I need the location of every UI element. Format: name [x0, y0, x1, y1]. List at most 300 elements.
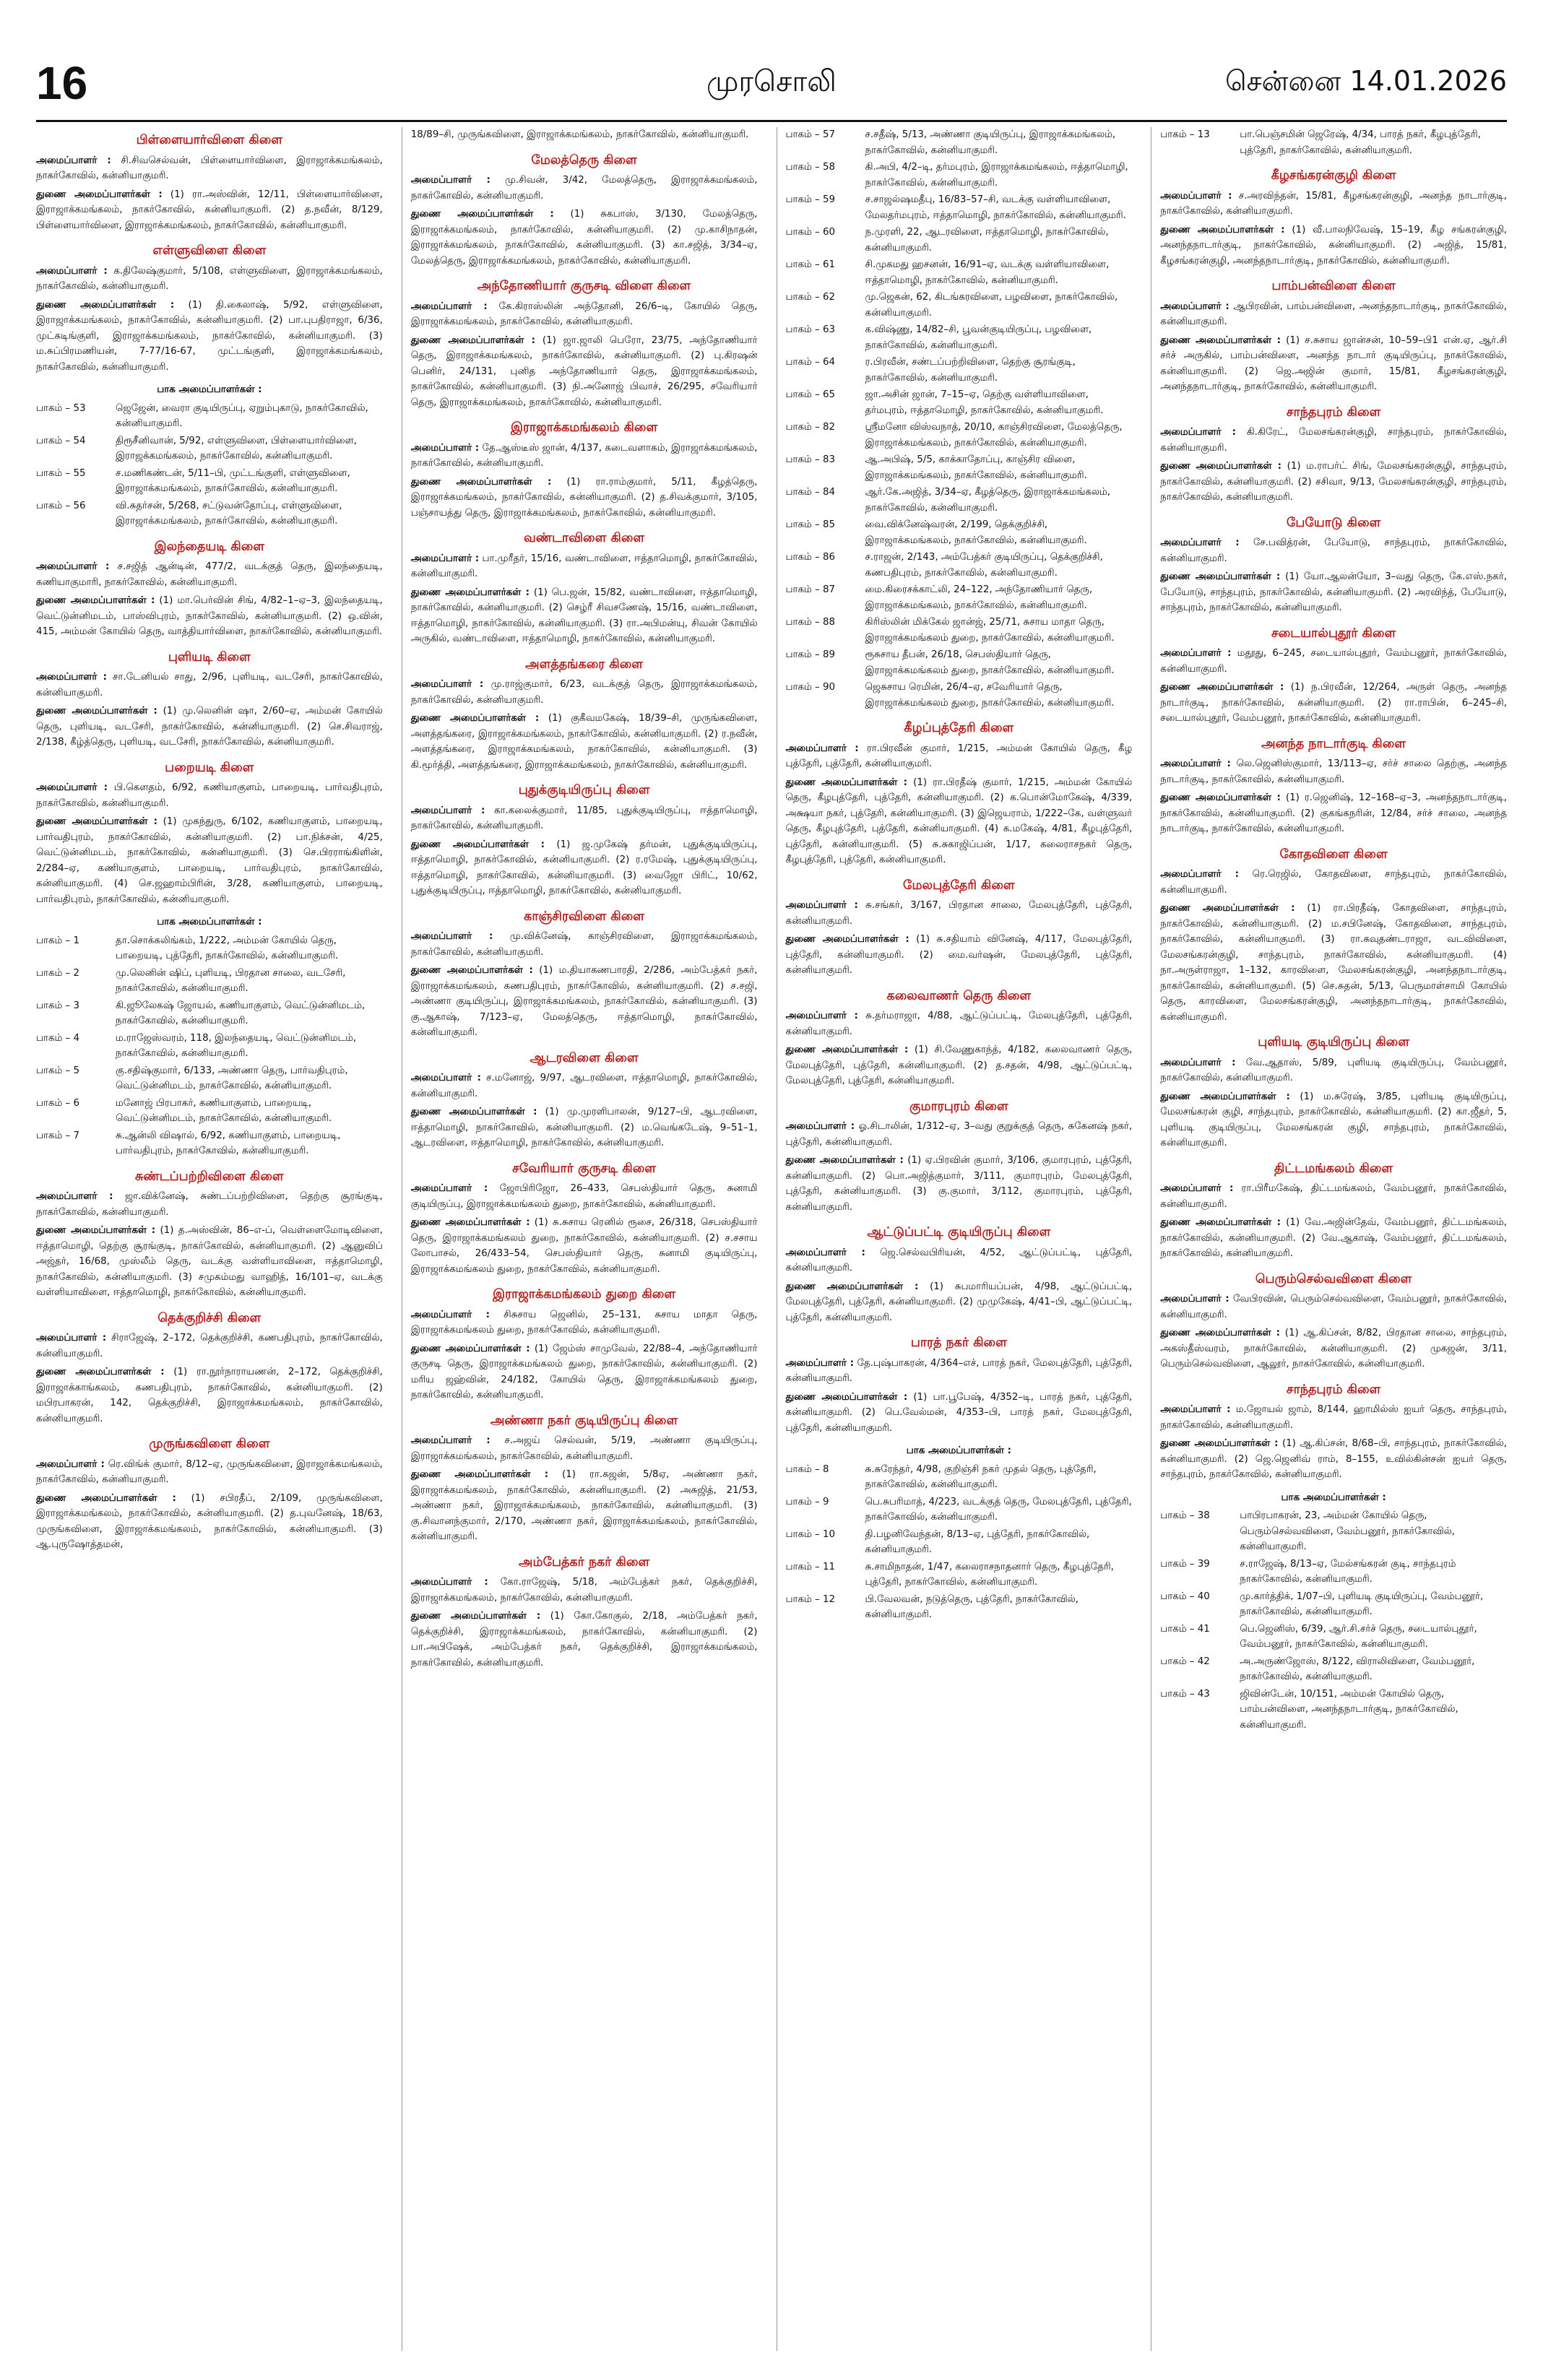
ward-row	[786, 550, 1133, 581]
organizer-paragraph	[1160, 646, 1507, 677]
deputy-paragraph	[1160, 1215, 1507, 1262]
ward-number: பாகம் – 65	[785, 389, 836, 400]
ward-number: பாகம் – 2	[36, 967, 80, 979]
ward-number: பாகம் – 82	[785, 422, 836, 433]
organizer-label: அமைப்பாளர் :	[410, 1183, 488, 1194]
branch-title: அளத்தங்கரை கிளை	[525, 657, 644, 672]
ward-number: பாகம் – 56	[36, 500, 86, 511]
branch-block	[36, 540, 383, 640]
organizer-text: ரா.பிரீமகேஷ், திட்டமங்கலம், வேம்பனூர், நாகர்கோவில், கன்னியாகுமரி.	[1160, 1183, 1507, 1210]
organizer-text: சே.பவித்ரன், பேயோடு, சாந்தபுரம், நாகர்கோவில், கன்னியாகுமரி.	[1160, 537, 1507, 564]
ward-row	[36, 466, 383, 497]
branch-block	[1160, 1035, 1507, 1151]
ward-organizer: கி.அபி, 4/2–டி, தர்மபுரம், இராஜாக்கமங்கலம், ஈத்தாமொழி, நாகர்கோவில், கன்னியாகுமரி.	[865, 162, 1128, 189]
organizer-text: தே.புஷ்பாகரன், 4/364–எச், பாரத் நகர், மேலபுத்தேரி, புத்தேரி, கன்னியாகுமரி.	[785, 1357, 1133, 1384]
branch-title: தெக்குறிச்சி கிளை	[157, 1310, 262, 1325]
deputy-paragraph	[1160, 569, 1507, 616]
organizer-text: கி.கிரேட், மேலசங்கரன்குழி, சாந்தபுரம், நாகர்கோவில், கன்னியாகுமரி.	[1160, 427, 1507, 454]
deputy-text: (1) சுபமாரியப்பன், 4/98, ஆட்டுப்பட்டி, மேலபுத்தேரி, புத்தேரி, கன்னியாகுமரி. (2) முமுகேஷ், 4/41–பி, ஆட்டுப்பட்டி, புத்தேரி, கன்னியாகுமரி.	[785, 1281, 1133, 1323]
branch-block	[1160, 626, 1507, 727]
branch-title: எள்ளுவிளை கிளை	[152, 243, 267, 258]
deputy-label: துணை அமைப்பாளர்கள் :	[1160, 1091, 1290, 1102]
organizer-label: அமைப்பாளர் :	[36, 1458, 105, 1470]
branch-block	[786, 989, 1133, 1089]
deputy-text: (1) சு.சதியாம் வினேஷ், 4/117, மேலபுத்தேரி, புத்தேரி, கன்னியாகுமரி. (2) மை.வர்ஷன், மேலபுத்தேரி, புத்தேரி, கன்னியாகுமரி.	[785, 934, 1133, 976]
organizer-label: அமைப்பாளர் :	[410, 805, 485, 816]
deputy-paragraph	[1160, 222, 1507, 269]
organizer-paragraph	[786, 1119, 1133, 1150]
deputy-label: துணை அமைப்பாளர்கள் :	[785, 1281, 919, 1292]
ward-number: பாகம் – 41	[1160, 1623, 1210, 1635]
ward-row	[1160, 1589, 1507, 1620]
organizer-paragraph	[1160, 1181, 1507, 1212]
organizer-label: அமைப்பாளர் :	[1160, 1183, 1234, 1194]
organizer-paragraph	[411, 441, 758, 472]
deputy-label: துணை அமைப்பாளர்கள் :	[36, 595, 155, 606]
deputy-label: துணை அமைப்பாளர்கள் :	[410, 334, 535, 346]
organizer-label: அமைப்பாளர் :	[36, 561, 110, 572]
deputy-text: (1) த.அஸ்வின், 86–எ-ப், வெள்ளைமோடிவிளை, ஈத்தாமொழி, தெற்கு சூரங்குடி, நாகர்கோவில், கன்னியாகுமரி. (2) ஆனுவிப் அஜ்தர், 16/68, முஸ்லீம் தெரு, வடக்கு வள்ளியாவிளை, ஈத்தாமொழி, நாகர்கோவில், கன்னியாகுமரி. (3) சமுகம்மது வாஹித், 16/101–ஏ, வடக்கு வள்ளியாவிளை, ஈத்தாமொழி, நாகர்கோவில், கன்னியாகுமரி.	[36, 1225, 383, 1298]
organizer-text: மு.விக்னேஷ், காஞ்சிரவிளை, இராஜாக்கமங்கலம், நாகர்கோவில், கன்னியாகுமரி.	[410, 931, 758, 958]
deputy-paragraph	[411, 1341, 758, 1403]
ward-row	[1160, 127, 1507, 158]
branch-block	[1160, 1272, 1507, 1372]
branch-title: சுண்டப்பற்றிவிளை கிளை	[135, 1169, 284, 1184]
organizer-paragraph	[1160, 756, 1507, 787]
ward-organizer: திரூசீனிவான், 5/92, எள்ளுவிளை, பிள்ளையார்விளை, இராஜக்கமங்கலம், நாகர்கோவில், கன்னியாகுமரி.	[116, 435, 357, 462]
dateline: சென்னை 14.01.2026	[1225, 65, 1507, 97]
ward-row	[786, 1592, 1133, 1623]
ward-organizers-heading: பாக அமைப்பாளர்கள் :	[157, 917, 262, 927]
deputy-text: (1) ம.தியாகணபாரதி, 2/286, அம்பேத்கர் நகர், இராஜாக்கமங்கலம், கணபதிபுரம், நாகர்கோவில், கன்னியாகுமரி. (2) ச.சஜி, அண்ணா குடியிருப்பு, இராஜாக்கமங்கலம், நாகர்கோவில், கன்னியாகுமரி. (3) கு.ஆகாஷ், 7/123–ஏ, மேலத்தெரு, ஈத்தாமொழி, நாகர்கோவில், கன்னியாகுமரி.	[410, 965, 758, 1038]
ward-organizer: ஜிவின்டேன், 10/151, அம்மன் கோயில் தெரு, பாம்பன்விளை, அனந்தநாடார்குடி, நாகர்கோவில், கன்னியாகுமரி.	[1240, 1688, 1458, 1731]
organizer-paragraph	[36, 1330, 383, 1362]
ward-number: பாகம் – 63	[785, 324, 836, 335]
ward-row	[36, 1096, 383, 1127]
branch-block	[786, 1225, 1133, 1325]
deputy-label: துணை அமைப்பாளர்கள் :	[410, 587, 530, 598]
ward-organizers-heading: பாக அமைப்பாளர்கள் :	[157, 384, 262, 395]
deputy-label: துணை அமைப்பாளர்கள் :	[410, 209, 554, 220]
branch-title: முருங்கவிளை கிளை	[149, 1437, 270, 1451]
deputy-text: (1) ம.ராபர்ட் சிங், மேலசங்கரன்குழி, சாந்தபுரம், நாகர்கோவில், கன்னியாகுமரி. (2) சசிவா, 9/13, மேலசங்கரன்குழி, சாந்தபுரம், நாகர்கோவில், கன்னியாகுமரி.	[1160, 461, 1507, 503]
organizer-label: அமைப்பாளர் :	[410, 931, 493, 942]
ward-organizer: பி.வேலவன், நடுத்தெரு, புத்தேரி, நாகர்கோவில், கன்னியாகுமரி.	[865, 1593, 1079, 1620]
ward-row	[786, 1462, 1133, 1493]
ward-organizer: பெ.ஜெனிஸ், 6/39, ஆர்.சி.சர்ச் தெரு, சடையால்புதூர், வேம்பனூர், நாகர்கோவில், கன்னியாகுமரி.	[1240, 1623, 1477, 1650]
deputy-label: துணை அமைப்பாளர்கள் :	[1160, 1328, 1281, 1338]
ward-organizer: கிரிஸ்லின் மிக்கேல் ஜான்ஜ், 25/71, சுசாய மாதா தெரு, இராஜாக்கமங்கலம் துறை, நாகர்கோவில், கன்னியாகுமரி.	[865, 617, 1115, 644]
deputy-label: துணை அமைப்பாளர்கள் :	[36, 299, 175, 311]
ward-organizers-heading: பாக அமைப்பாளர்கள் :	[1281, 1492, 1386, 1503]
organizer-text: வே.ஆதாஸ், 5/89, புளியடி குடியிருப்பு, வேம்பனூர், நாகர்கோவில், கன்னியாகுமரி.	[1160, 1057, 1507, 1083]
branch-block	[1160, 168, 1507, 269]
branch-block	[411, 1051, 758, 1151]
organizer-text: சு.தர்மராஜா, 4/88, ஆட்டுப்பட்டி, மேலபுத்தேரி, புத்தேரி, கன்னியாகுமரி.	[785, 1011, 1133, 1037]
organizer-label: அமைப்பாளர் :	[1160, 427, 1237, 438]
organizer-label: அமைப்பாளர் :	[410, 679, 484, 690]
ward-row	[1160, 1557, 1507, 1588]
ward-row	[786, 452, 1133, 483]
deputy-paragraph	[36, 1223, 383, 1301]
ward-number: பாகம் – 86	[785, 552, 836, 563]
branch-title: புதுக்குடியிருப்பு கிளை	[518, 783, 650, 797]
organizer-paragraph	[1160, 299, 1507, 330]
branch-block	[411, 1555, 758, 1671]
branch-title: அம்பேத்கர் நகர் கிளை	[519, 1554, 650, 1570]
deputy-text: (1) பா.பூபேஷ், 4/352–டி, பாரத் நகர், புத்தேரி, கன்னியாகுமரி. (2) பெ.வேல்மன், 4/353–பி, பாரத் நகர், மேலபுத்தேரி, புத்தேரி, கன்னியாகுமரி.	[785, 1391, 1133, 1434]
organizer-text: ச.அஜய் செல்வன், 5/19, அண்ணா குடியிருப்பு, இராஜாக்கமங்கலம், நாகர்கோவில், கன்னியாகுமரி.	[410, 1435, 758, 1462]
branch-title: ஆட்டுப்பட்டி குடியிருப்பு கிளை	[867, 1225, 1051, 1239]
ward-number: பாகம் – 61	[785, 259, 836, 270]
organizer-text: மதூது, 6–245, சடையால்புதூர், வேம்பனூர், நாகர்கோவில், கன்னியாகுமரி.	[1160, 648, 1507, 675]
deputy-paragraph	[411, 127, 758, 143]
ward-organizer: ச.ராஜேஷ், 8/13–ஏ, மேல்சங்கரன் குடி, சாந்தபுரம் நாகர்கோவில், கன்னியாகுமரி.	[1240, 1558, 1456, 1585]
ward-organizer: கு.சதிஷ்குமார், 6/133, அண்ணா தெரு, பார்வதிபுரம், வெட்டுன்னிமடம், நாகர்கோவில், கன்னியாகுமரி.	[116, 1065, 348, 1091]
branch-block	[36, 1311, 383, 1427]
deputy-paragraph	[411, 711, 758, 773]
branch-title: புளியடி குடியிருப்பு கிளை	[1258, 1035, 1410, 1050]
organizer-text: ச.சஜித் ஆன்டின், 477/2, வடக்குத் தெரு, இலந்தையடி, கணியாகுமாரி, நாகர்கோவில், கன்னியாகுமரி.	[36, 561, 383, 588]
deputy-paragraph	[411, 475, 758, 522]
organizer-text: ஜெ.செல்வபிரியன், 4/52, ஆட்டுப்பட்டி, புத்தேரி, கன்னியாகுமரி.	[785, 1247, 1133, 1273]
organizer-label: அமைப்பாளர் :	[410, 553, 480, 564]
branch-block	[411, 909, 758, 1041]
ward-organizer: ந.முரளி, 22, ஆடரவிளை, ஈத்தாமொழி, நாகர்கோவில், கன்னியாகுமரி.	[865, 227, 1109, 254]
ward-number: பாகம் – 7	[36, 1130, 80, 1141]
branch-block	[1160, 405, 1507, 506]
ward-row	[786, 1527, 1133, 1558]
deputy-label: துணை அமைப்பாளர்கள் :	[1160, 1438, 1279, 1449]
ward-row	[786, 192, 1133, 223]
organizer-text: ஜா.விக்னேஷ், சுண்டப்பற்றிவிளை, தெற்கு சூரங்குடி, நாகர்கோவில், கன்னியாகுமரி.	[36, 1191, 383, 1218]
ward-number: பாகம் – 83	[785, 454, 836, 465]
organizer-text: ச.அரவிந்தன், 15/81, கீழசங்கரன்குழி, அனந்த நாடார்குடி, நாகர்கோவில், கன்னியாகுமரி.	[1160, 190, 1507, 217]
deputy-paragraph	[36, 298, 383, 376]
organizer-label: அமைப்பாளர் :	[36, 1191, 113, 1202]
ward-row	[36, 433, 383, 464]
ward-row	[1160, 1654, 1507, 1685]
ward-number: பாகம் – 38	[1160, 1510, 1210, 1521]
branch-block	[1160, 1161, 1507, 1262]
ward-number: பாகம் – 85	[785, 519, 836, 530]
organizer-text: சிராஜேஷ், 2–172, தெக்குறிச்சி, கணபதிபுரம், நாகர்கோவில், கன்னியாகுமரி.	[36, 1333, 383, 1359]
organizer-label: அமைப்பாளர் :	[36, 155, 111, 166]
ward-organizer: ர.பிரவீன், சண்டப்பற்றிவிளை, தெற்கு சூரங்குடி, நாகர்கோவில், கன்னியாகுமரி.	[865, 357, 1076, 384]
deputy-paragraph	[411, 207, 758, 269]
branch-title: அனந்த நாடார்குடி கிளை	[1261, 736, 1406, 751]
organizer-paragraph	[411, 1181, 758, 1212]
organizer-text: மு.ராஜ்குமார், 6/23, வடக்குத் தெரு, இராஜாக்கமங்கலம், நாகர்கோவில், கன்னியாகுமரி.	[410, 679, 758, 706]
organizer-label: அமைப்பாளர் :	[410, 442, 480, 454]
ward-row	[786, 615, 1133, 646]
deputy-paragraph	[411, 333, 758, 411]
organizer-label: அமைப்பாளர் :	[1160, 1404, 1231, 1415]
deputy-text: (1) ரா.அஸ்வின், 12/11, பிள்ளையார்விளை, இராஜாக்கமங்கலம், நாகர்கோவில், கன்னியாகுமரி. (2) த.நவீன், 8/129, பிள்ளையார்விளை, இராஜாக்கமங்கலம், நாகர்கோவில், கன்னியாகுமரி.	[36, 189, 383, 231]
newspaper-name: முரசொலி	[706, 64, 837, 98]
ward-row	[786, 647, 1133, 678]
ward-organizer: சு.சுரேந்தர், 4/98, குறிஞ்சி நகர் முதல் தெரு, புத்தேரி, நாகர்கோவில், கன்னியாகுமரி.	[865, 1463, 1097, 1490]
ward-number: பாகம் – 8	[785, 1463, 829, 1475]
ward-organizers-heading: பாக அமைப்பாளர்கள் :	[906, 1445, 1011, 1456]
deputy-label: துணை அமைப்பாளர்கள் :	[36, 706, 157, 717]
organizer-paragraph	[411, 677, 758, 708]
ward-organizer: பா.பெஞ்சமின் ஜெரேஷ், 4/34, பாரத் நகர், கீழபுத்தேரி, புத்தேரி, நாகர்கோவில், கன்னியாகுமரி.	[1240, 129, 1481, 156]
branch-title: சாந்தபுரம் கிளை	[1286, 1382, 1381, 1397]
organizer-paragraph	[36, 264, 383, 295]
ward-number: பாகம் – 89	[785, 649, 836, 660]
page-number: 16	[36, 57, 88, 109]
ward-organizer: மு.லெனின் ஷிப், புளியடி, பிரதான சாலை, வடசேரி, நாகர்கோவில், கன்னியாகுமரி.	[116, 967, 346, 994]
ward-row	[36, 998, 383, 1029]
organizer-label: அமைப்பாளர் :	[785, 900, 858, 911]
deputy-text: (1) மா.பெர்வின் சிங், 4/82–1–ஏ–3, இலந்தையடி, வெட்டுன்னிமடம், பாஸ்விபுரம், நாகர்கோவில், கன்னியாகுமரி. (2) ஒ.வின், 415, அம்மன் கோயில் தெரு, வாத்தியார்விளை, நாகர்கோவில், கன்னியாகுமரி.	[36, 595, 383, 637]
deputy-paragraph	[1160, 790, 1507, 837]
branch-title: அந்தோணியார் குருசடி விளை கிளை	[477, 279, 691, 293]
deputy-label: துணை அமைப்பாளர்கள் :	[410, 713, 540, 724]
deputy-text: (1) சுகபாஸ், 3/130, மேலத்தெரு, இராஜாக்கமங்கலம், நாகர்கோவில், கன்னியாகுமரி. (2) மு.காசிநாதன், இராஜாக்கமங்கலம், நாகர்கோவில், கன்னியாகுமரி. (3) கா.சஜித், 3/34–ஏ, மேலத்தெரு, இராஜாக்கமங்கலம், நாகர்கோவில், கன்னியாகுமரி.	[410, 209, 758, 267]
deputy-paragraph	[36, 187, 383, 234]
ward-number: பாகம் – 1	[36, 935, 80, 946]
branch-block	[36, 1169, 383, 1301]
deputy-paragraph	[36, 1364, 383, 1427]
deputy-text: (1) வே.அஜின்தேவ், வேம்பனூர், திட்டமங்கலம், நாகர்கோவில், கன்னியாகுமரி. (2) வே.ஆகாஷ், வேம்பனூர், திட்டமங்கலம், நாகர்கோவில், கன்னியாகுமரி.	[1160, 1217, 1507, 1259]
deputy-paragraph	[36, 593, 383, 640]
organizer-paragraph	[411, 173, 758, 204]
deputy-label: துணை அமைப்பாளர்கள் :	[785, 1391, 908, 1403]
deputy-paragraph	[411, 837, 758, 899]
organizer-paragraph	[36, 780, 383, 811]
deputy-label: துணை அமைப்பாளர்கள் :	[785, 1155, 904, 1166]
deputy-paragraph	[1160, 680, 1507, 727]
organizer-text: ரெ.ரெஜில், கோதவிளை, சாந்தபுரம், நாகர்கோவில், கன்னியாகுமரி.	[1160, 869, 1507, 896]
organizer-text: பி.கௌதம், 6/92, கணியாகுளம், பாறையடி, பார்வதிபுரம், நாகர்கோவில், கன்னியாகுமரி.	[36, 782, 383, 809]
ward-organizer: பெ.சுபரிமாத், 4/223, வடக்குத் தெரு, மேலபுத்தேரி, புத்தேரி, நாகர்கோவில், கன்னியாகுமரி.	[865, 1496, 1132, 1523]
organizer-label: அமைப்பாளர் :	[785, 743, 859, 754]
organizer-paragraph	[1160, 1402, 1507, 1433]
ward-row	[1160, 1508, 1507, 1555]
organizer-label: அமைப்பாளர் :	[1160, 537, 1240, 548]
organizer-paragraph	[411, 299, 758, 330]
branch-block	[36, 243, 383, 529]
ward-row	[36, 966, 383, 997]
deputy-text: 18/89–சி, முருங்கவிளை, இராஜாக்கமங்கலம், நாகர்கோவில், கன்னியாகுமரி.	[410, 129, 749, 140]
branch-title: மேலபுத்தேரி கிளை	[903, 878, 1015, 893]
deputy-text: (1) குகீவமகேஷ், 18/39–சி, முருங்கவிளை, அளத்தங்கரை, இராஜாக்கமங்கலம், நாகர்கோவில், கன்னியாகுமரி. (2) ர.நவீன், அளத்தங்கரை, இராஜாக்கமங்கலம், நாகர்கோவில், கன்னியாகுமரி. (3) கி.மூர்த்தி, அளத்தங்கரை, இராஜாக்கமங்கலம், நாகர்கோவில், கன்னியாகுமரி.	[410, 713, 758, 771]
ward-organizer: ச.ராஜன், 2/143, அம்பேத்கர் குடியிருப்பு, தெக்குறிச்சி, கணபதிபுரம், நாகர்கோவில், கன்னியாகுமரி.	[865, 552, 1103, 579]
organizer-text: தே.ஆஸ்டீஸ் ஜான், 4/137, கடைவளாகம், இராஜாக்கமங்கலம், நாகர்கோவில், கன்னியாகுமரி.	[410, 442, 758, 469]
branch-title: பெரும்செல்வவிளை கிளை	[1255, 1271, 1412, 1286]
branch-block	[786, 127, 1133, 711]
header-rule	[36, 120, 1507, 122]
ward-organizer: மு.கார்த்திக், 1/07–பி, புளியடி குடியிருப்பு, வேம்பனூர், நாகர்கோவில், கன்னியாகுமரி.	[1240, 1591, 1484, 1617]
organizer-paragraph	[786, 741, 1133, 772]
organizer-text: கே.கிராஸ்லின் அந்தோனி, 26/6–டி, கோயில் தெரு, இராஜாக்கமங்கலம், நாகர்கோவில், கன்னியாகுமரி.	[410, 300, 758, 327]
branch-title: திட்டமங்கலம் கிளை	[1274, 1161, 1393, 1176]
ward-organizer: ம.ராஜேஸ்வரம், 118, இலந்தையடி, வெட்டுன்னிமடம், நாகர்கோவில், கன்னியாகுமரி.	[116, 1032, 357, 1059]
organizer-text: ஓ.சிடாலின், 1/312–ஏ, 3–வது குறுக்குத் தெரு, சுகேனஷ் நகர், புத்தேரி, கன்னியாகுமரி.	[785, 1121, 1133, 1148]
organizer-paragraph	[1160, 1055, 1507, 1086]
organizer-paragraph	[1160, 1291, 1507, 1323]
deputy-label: துணை அமைப்பாளர்கள் :	[1160, 792, 1281, 803]
branch-block	[786, 1099, 1133, 1216]
deputy-text: (1) ந.பிரவீன், 12/264, அருள் தெரு, அனந்த நாடார்குடி, நாகர்கோவில், கன்னியாகுமரி. (2) ரா.ராபின், 6–245–சி, சடையால்புதூர், வேம்பனூர், நாகர்கோவில், கன்னியாகுமரி.	[1160, 682, 1507, 724]
branch-title: கீழப்புத்தேரி கிளை	[904, 721, 1014, 735]
organizer-paragraph	[36, 1189, 383, 1220]
ward-organizer: வை.விக்னேஷ்வரன், 2/199, தெக்குறிச்சி, இராஜாக்கமங்கலம், நாகர்கோவில், கன்னியாகுமரி.	[865, 519, 1087, 546]
branch-title: இராஜாக்கமங்கலம் கிளை	[510, 420, 658, 435]
branch-block	[36, 1437, 383, 1553]
organizer-paragraph	[786, 1356, 1133, 1387]
ward-number: பாகம் – 58	[785, 162, 836, 173]
branch-block	[411, 127, 758, 143]
ward-organizer: ரூசுசாய தீபன், 26/18, செபஸ்தியார் தெரு, இராஜாக்கமங்கலம் துறை, நாகர்கோவில், கன்னியாகுமரி.	[865, 649, 1115, 676]
ward-number: பாகம் – 11	[785, 1561, 836, 1572]
branch-title: இலந்தையடி கிளை	[154, 539, 265, 554]
branch-title: ஆடரவிளை கிளை	[530, 1050, 639, 1065]
deputy-label: துணை அமைப்பாளர்கள் :	[410, 965, 533, 976]
ward-row	[786, 680, 1133, 711]
branch-block	[36, 133, 383, 233]
ward-number: பாகம் – 43	[1160, 1688, 1210, 1700]
deputy-label: துணை அமைப்பாளர்கள் :	[36, 189, 163, 200]
deputy-paragraph	[786, 775, 1133, 868]
ward-number: பாகம் – 64	[785, 357, 836, 368]
organizer-text: ஆபிரவின், பாம்பன்விளை, அனந்தநாடார்குடி, நாகர்கோவில், கன்னியாகுமரி.	[1160, 300, 1507, 327]
branch-title: பாரத் நகர் கிளை	[910, 1336, 1007, 1350]
deputy-paragraph	[1160, 1089, 1507, 1151]
deputy-label: துணை அமைப்பாளர்கள் :	[410, 476, 552, 488]
deputy-paragraph	[1160, 901, 1507, 1025]
organizer-label: அமைப்பாளர் :	[1160, 1294, 1229, 1304]
organizer-text: லெ.ஜெனிஸ்குமார், 13/113–ஏ, சர்ச் சாலை தெற்கு, அனந்த நாடார்குடி, நாகர்கோவில், கன்னியாகுமரி.	[1160, 758, 1507, 785]
branch-title: மேலத்தெரு கிளை	[531, 152, 637, 168]
branch-block	[1160, 127, 1507, 158]
deputy-label: துணை அமைப்பாளர்கள் :	[36, 1367, 165, 1377]
ward-row	[36, 1128, 383, 1159]
ward-number: பாகம் – 60	[785, 227, 836, 238]
deputy-paragraph	[411, 963, 758, 1041]
branch-block	[411, 657, 758, 774]
ward-number: பாகம் – 59	[785, 194, 836, 205]
deputy-text: (1) ரா.கஜன், 5/8ஏ, அண்ணா நகர், இராஜாக்கமங்கலம், நாகர்கோவில், கன்னியாகுமரி. (2) அசுஜித், 21/53, அண்ணா நகர், இராஜாக்கமங்கலம், நாகர்கோவில், கன்னியாகுமரி. (3) கு.சிவானந்குமார், 2/170, அண்ணா நகர், இராஜாக்கமங்கலம், நாகர்கோவில், கன்னியாகுமரி.	[410, 1469, 758, 1542]
organizer-paragraph	[786, 1245, 1133, 1276]
deputy-text: (1) ஜா.ஜாலி பெரோ, 23/75, அந்தோணியார் தெரு, இராஜாக்கமங்கலம், நாகர்கோவில், கன்னியாகுமரி. (2) பு.கிரஷன் பெனிர், 24/131, புனித அந்தோணியார் தெரு, இராஜாக்கமங்கலம், நாகர்கோவில், கன்னியாகுமரி. (3) நி.அனோஜ் பிவாச், 26/295, சவேரியார் தெரு, இராஜாக்கமங்கலம், நாகர்கோவில், கன்னியாகுமரி.	[410, 334, 758, 408]
organizer-text: ரெ.விங்க் குமார், 8/12–ஏ, முருங்கவிளை, இராஜாக்கமங்கலம், நாகர்கோவில், கன்னியாகுமரி.	[36, 1458, 383, 1485]
organizer-paragraph	[1160, 189, 1507, 220]
branch-block	[411, 783, 758, 899]
ward-row	[786, 225, 1133, 256]
organizer-paragraph	[1160, 535, 1507, 566]
deputy-text: (1) ஆ.கிப்சன், 8/82, பிரதான சாலை, சாந்தபுரம், அகஸ்தீஸ்வரம், நாகர்கோவில், கன்னியாகுமரி. (2) முகஜன், 3/11, பெரும்செல்வவிளை, ஆலூர், நாகர்கோவில், கன்னியாகுமரி.	[1160, 1328, 1507, 1369]
deputy-text: (1) சு.சுசாய ரெனில் ரூசை, 26/318, செபஸ்தியார் தெரு, இராஜாக்கமங்கலம் துறை, நாகர்கோவில், கன்னியாகுமரி. (2) ச.சசாய லோபாசல், 26/433–54, செபஸ்தியார் தெரு, சுனாமி குடியிருப்பு, இராஜாக்கமங்கலம் துறை, நாகர்கோவில், கன்னியாகுமரி.	[410, 1217, 758, 1275]
masthead	[36, 51, 1507, 116]
ward-number: பாகம் – 9	[785, 1496, 829, 1507]
deputy-paragraph	[36, 814, 383, 907]
deputy-paragraph	[1160, 333, 1507, 395]
branch-title: அண்ணா நகர் குடியிருப்பு கிளை	[490, 1413, 678, 1428]
deputy-text: (1) கோ.கோகுல், 2/18, அம்பேத்கர் நகர், தெக்குறிச்சி, இராஜாக்கமங்கலம், நாகர்கோவில், கன்னியாகுமரி. (2) பா.அபிஷேக், அம்பேத்கர் நகர், தெக்குறிச்சி, இராஜாக்கமங்கலம், நாகர்கோவில், கன்னியாகுமரி.	[410, 1611, 758, 1669]
branch-title: பேயோடு கிளை	[1286, 515, 1381, 530]
deputy-paragraph	[1160, 1436, 1507, 1483]
deputy-text: (1) தி.கைலாஷ், 5/92, எள்ளுவிளை, இராஜாக்கமங்கலம், நாகர்கோவில், கன்னியாகுமரி. (2) பா.புபதிராஜா, 6/36, முட்கடிங்குளி, இராஜாக்கமங்கலம், நாகர்கோவில், கன்னியாகுமரி. (3) ம.சுப்பிரமணியன், 7-77/16-67, முட்டங்குளி, இராஜாக்கமங்கலம், நாகர்கோவில், கன்னியாகுமரி.	[36, 299, 383, 373]
ward-organizer: தா.சொக்கலிங்கம், 1/222, அம்மன் கோயில் தெரு, பாறையடி, புத்தேரி, நாகர்கோவில், கன்னியாகுமரி.	[116, 935, 339, 961]
deputy-label: துணை அமைப்பாளர்கள் :	[410, 1217, 530, 1228]
ward-number: பாகம் – 90	[785, 682, 836, 693]
deputy-text: (1) ஜேம்ஸ் சாமுவேல், 22/88–4, அந்தோணியார் குருசடி தெரு, இராஜாக்கமங்கலம் துறை, நாகர்கோவில், கன்னியாகுமரி. (2) மரிய ஜஹ்வின், 24/182, கோயில் தெரு, இராஜாக்கமங்கலம் துறை, நாகர்கோவில், கன்னியாகுமரி.	[410, 1343, 758, 1401]
organizer-text: பா.முரீதர், 15/16, வண்டாவிளை, ஈத்தாமொழி, நாகர்கோவில், கன்னியாகுமரி.	[410, 553, 758, 579]
ward-organizer: ஆர்.கே.அஜித், 3/34–ஏ, கீழத்தெரு, இராஜாக்கமங்கலம், நாகர்கோவில், கன்னியாகுமரி.	[865, 487, 1111, 514]
deputy-paragraph	[36, 704, 383, 750]
organizer-label: அமைப்பாளர் :	[785, 1247, 865, 1258]
organizer-paragraph	[411, 551, 758, 582]
organizer-label: அமைப்பாளர் :	[410, 1435, 490, 1446]
organizer-paragraph	[411, 1307, 758, 1338]
deputy-paragraph	[411, 1104, 758, 1151]
ward-number: பாகம் – 39	[1160, 1558, 1210, 1570]
branch-block	[786, 878, 1133, 979]
ward-organizer: வி.சுதர்சன், 5/268, சட்டுவன்தோப்பு, எள்ளுவிளை, இராஜாக்கமங்கலம், நாகர்கோவில், கன்னியாகுமரி.	[116, 500, 342, 527]
branch-title: குமாரபுரம் கிளை	[909, 1099, 1008, 1114]
ward-row	[1160, 1687, 1507, 1734]
branch-block	[786, 1336, 1133, 1623]
ward-row	[786, 322, 1133, 353]
article-columns	[36, 127, 1507, 2351]
branch-block	[786, 721, 1133, 868]
deputy-paragraph	[786, 932, 1133, 979]
organizer-label: அமைப்பாளர் :	[1160, 869, 1239, 880]
deputy-text: (1) ம.சுரேஷ், 3/85, புளியடி குடியிருப்பு, மேலசங்கரன் குழி, சாந்தபுரம், நாகர்கோவில், கன்னியாகுமரி. (2) கா.ஜீதர், 5, புளியடி குடியிருப்பு, மேலசங்கரன் குழி, சாந்தபுரம், நாகர்கோவில், கன்னியாகுமரி.	[1160, 1091, 1507, 1148]
deputy-label: துணை அமைப்பாளர்கள் :	[1160, 224, 1285, 235]
branch-block	[1160, 1382, 1507, 1734]
ward-row	[36, 1063, 383, 1094]
deputy-paragraph	[411, 1609, 758, 1671]
deputy-text: (1) ரா.ராம்குமார், 5/11, கீழத்தெரு, இராஜாக்கமங்கலம், நாகர்கோவில், கன்னியாகுமரி. (2) த.சிவக்குமார், 3/105, பஞ்சாயத்து தெரு, இராஜாக்கமங்கலம், நாகர்கோவில், கன்னியாகுமரி.	[410, 476, 758, 519]
deputy-paragraph	[1160, 1325, 1507, 1372]
ward-row	[786, 517, 1133, 548]
branch-block	[1160, 279, 1507, 395]
organizer-text: சி.சிவசெல்வன், பிள்ளையார்விளை, இராஜாக்கமங்கலம், நாகர்கோவில், கன்னியாகுமரி.	[36, 155, 383, 181]
organizer-text: சிசுசாய ஜெனில், 25–131, சுசாய மாதா தெரு, இராஜாக்கமங்கலம் துறை, நாகர்கோவில், கன்னியாகுமரி.	[410, 1309, 758, 1336]
ward-organizer: மனோஜ் பிரபாகர், கணியாகுளம், பாறையடி, வெட்டுன்னிமடம், நாகர்கோவில், கன்னியாகுமரி.	[116, 1097, 332, 1124]
branch-title: கலைவாணர் தெரு கிளை	[886, 988, 1032, 1003]
branch-block	[411, 1287, 758, 1403]
ward-row	[786, 420, 1133, 451]
ward-organizer: சு.ஆன்லி விஷால், 6/92, கணியாகுளம், பாறையடி, பார்வதிபுரம், நாகர்கோவில், கன்னியாகுமரி.	[116, 1130, 341, 1156]
deputy-label: துணை அமைப்பாளர்கள் :	[785, 776, 908, 788]
ward-row	[786, 160, 1133, 191]
ward-organizer: ச.மணிகண்டன், 5/11–பி, முட்டங்குளி, எள்ளுவிளை, இராஜாக்கமங்கலம், நாகர்கோவில், கன்னியாகுமரி.	[116, 467, 350, 494]
ward-row	[786, 582, 1133, 613]
ward-number: பாகம் – 5	[36, 1065, 80, 1076]
ward-row	[786, 485, 1133, 516]
branch-block	[411, 1161, 758, 1278]
ward-organizer: ஆ.அபிஷ், 5/5, காக்காதோப்பு, காஞ்சிர விளை, இராஜாக்கமங்கலம், நாகர்கோவில், கன்னியாகுமரி.	[865, 454, 1087, 481]
deputy-label: துணை அமைப்பாளர்கள் :	[1160, 682, 1284, 693]
branch-title: பாம்பன்விளை கிளை	[1271, 279, 1396, 293]
organizer-paragraph	[411, 803, 758, 834]
deputy-paragraph	[411, 1467, 758, 1545]
ward-row	[786, 1559, 1133, 1591]
ward-number: பாகம் – 3	[36, 1000, 80, 1011]
ward-row	[36, 401, 383, 432]
ward-organizer: ஜெஜேன், வைரா குடியிருப்பு, ஏறும்புகாடு, நாகர்கோவில், கன்னியாகுமரி.	[116, 402, 368, 429]
deputy-label: துணை அமைப்பாளர்கள் :	[410, 1469, 549, 1480]
deputy-text: (1) ச.சுசாய ஜான்சன், 10–59–பி1 என்.ஏ, ஆர்.சி சர்ச் அருகில், பாம்பன்விளை, அனந்த நாடார் குடியிருப்பு, நாகர்கோவில், கன்னியாகுமரி. (2) ஜெ.அஜின் குமார், 15/81, கீழசங்கரன்குழி, அனந்தநாடார்குடி, நாகர்கோவில், கன்னியாகுமரி.	[1160, 334, 1507, 392]
organizer-label: அமைப்பாளர் :	[410, 1309, 490, 1320]
organizer-label: அமைப்பாளர் :	[785, 1357, 855, 1369]
ward-row	[786, 257, 1133, 288]
